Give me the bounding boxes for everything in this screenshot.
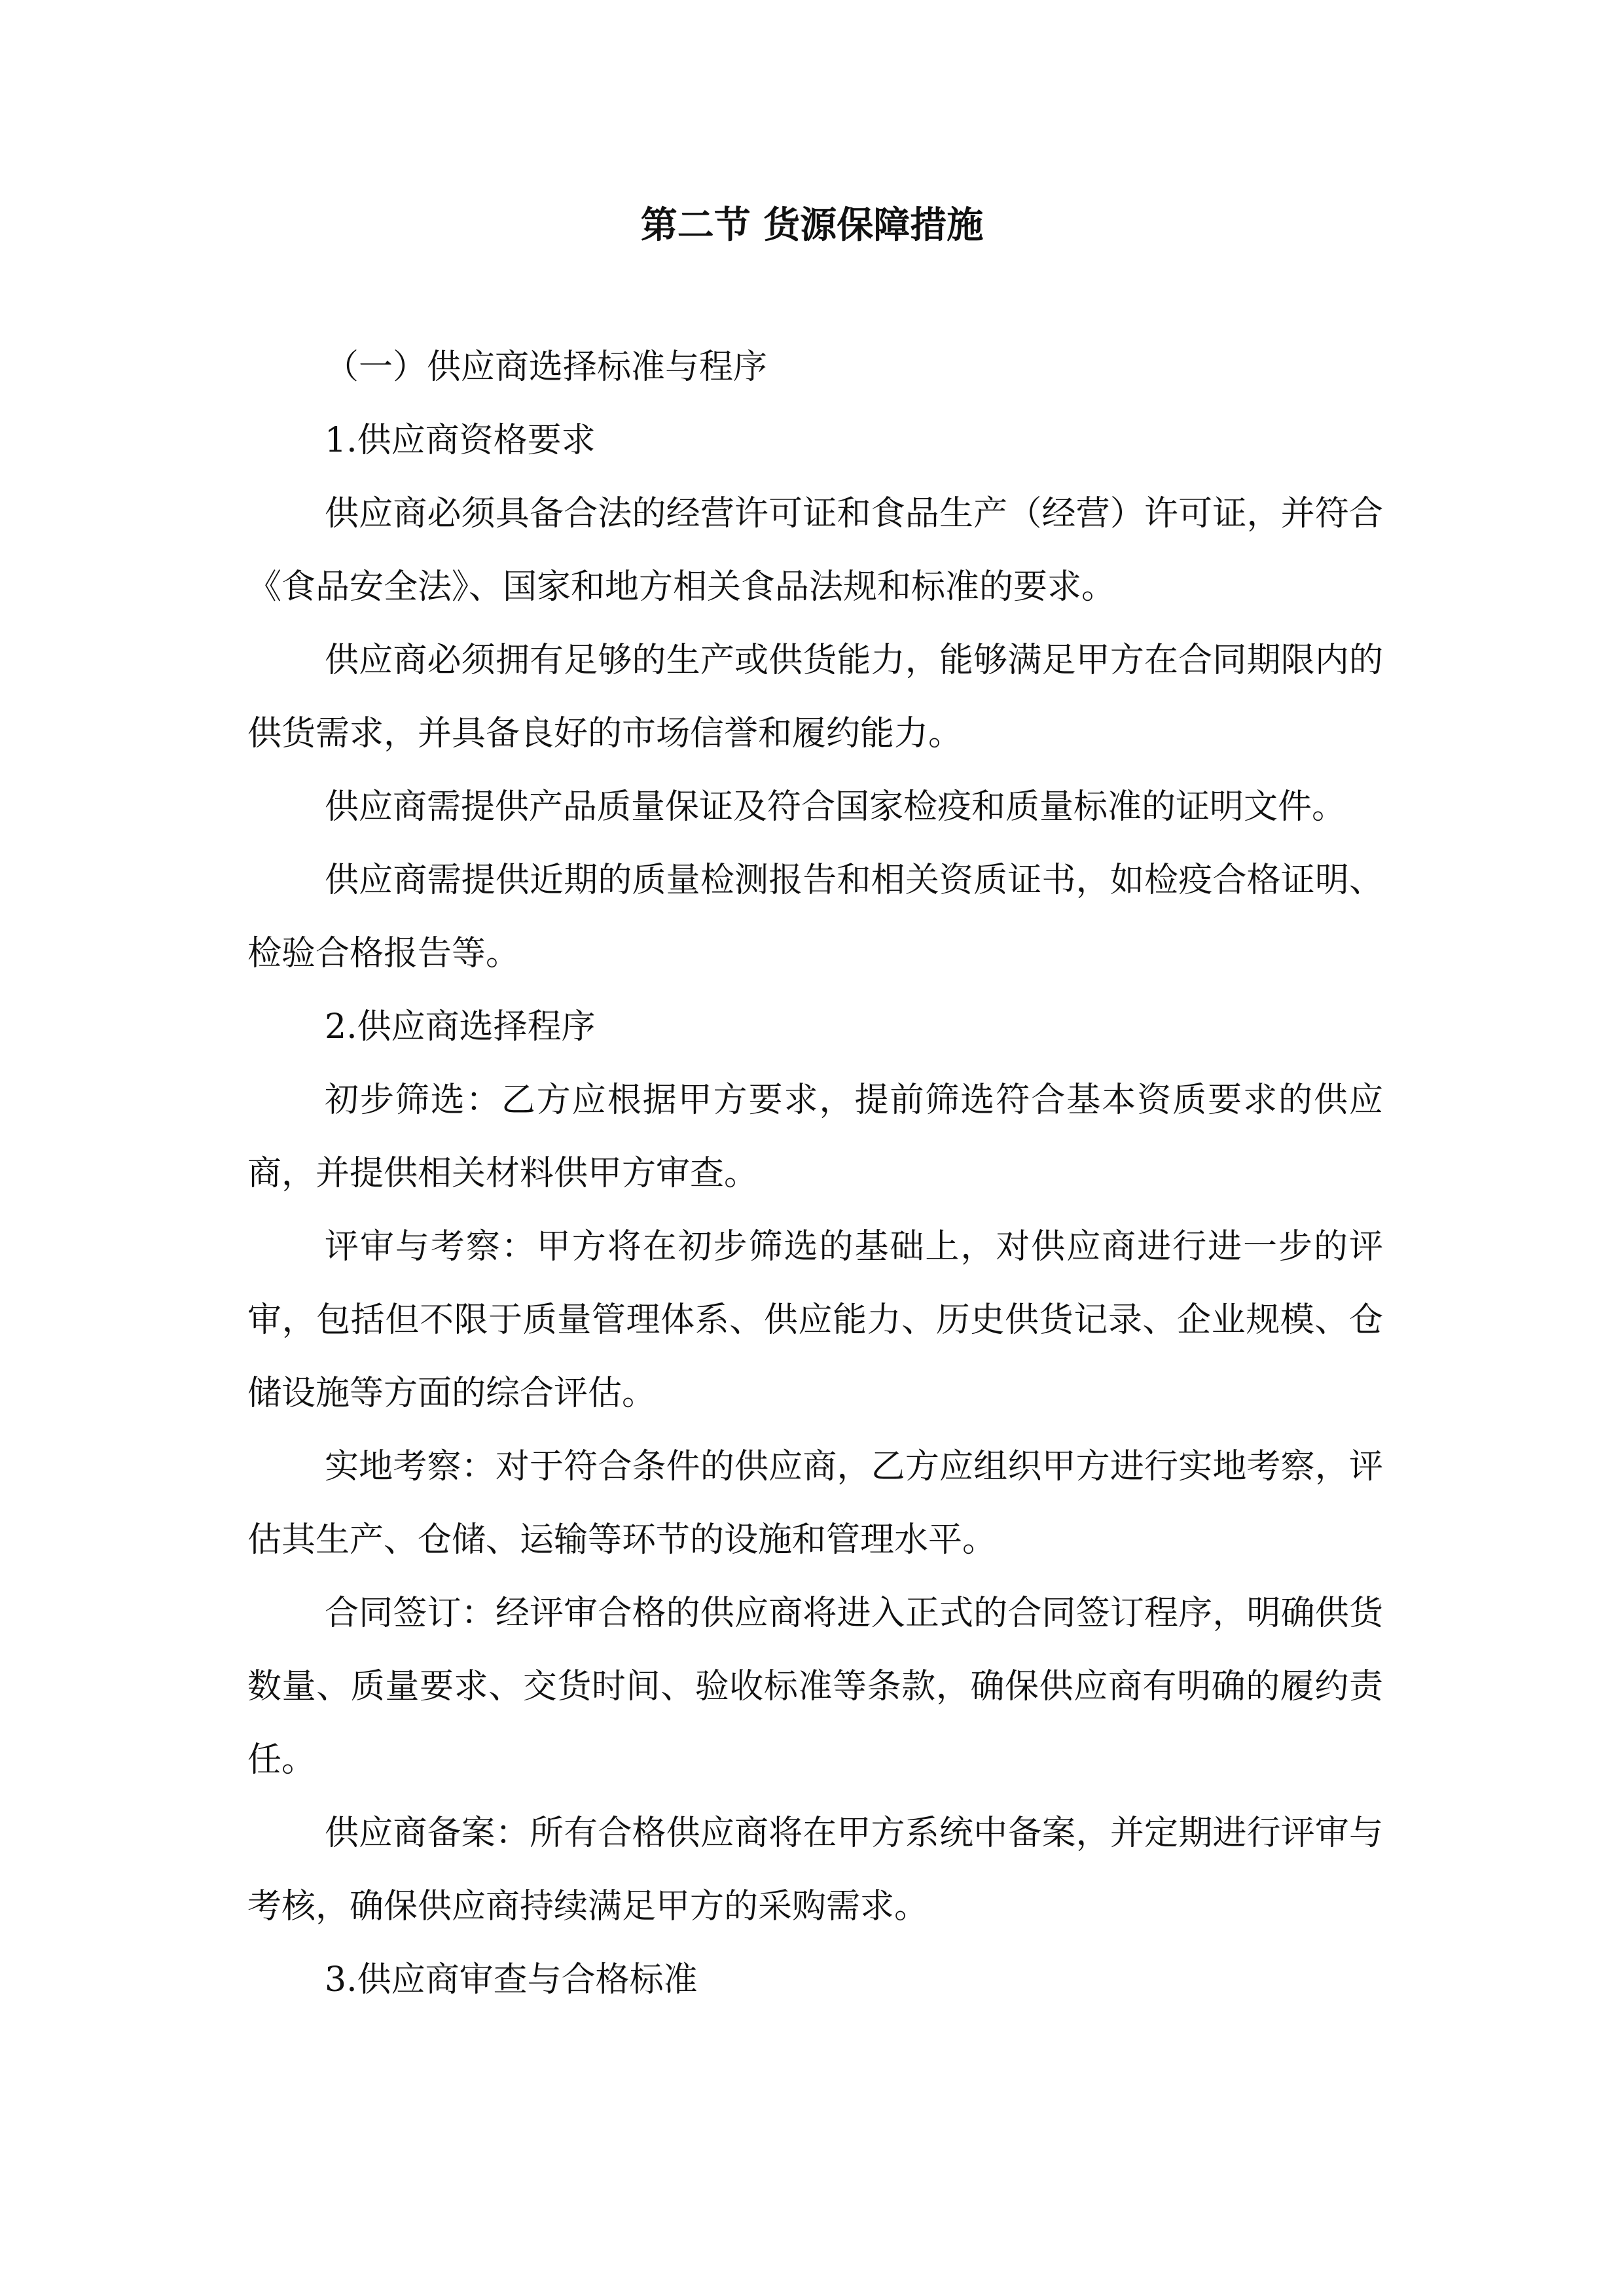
paragraph: 初步筛选：乙方应根据甲方要求，提前筛选符合基本资质要求的供应商，并提供相关材料供甲方审查。 bbox=[247, 1081, 1383, 1193]
subheading-qualification-requirements: 1.供应商资格要求 bbox=[325, 421, 596, 460]
paragraph: 实地考察：对于符合条件的供应商，乙方应组织甲方进行实地考察，评估其生产、仓储、运输等环节的设施和管理水平。 bbox=[247, 1447, 1383, 1560]
paragraph: 供应商必须拥有足够的生产或供货能力，能够满足甲方在合同期限内的供货需求，并具备良好的市场信誉和履约能力。 bbox=[247, 641, 1383, 753]
paragraph: 供应商必须具备合法的经营许可证和食品生产（经营）许可证，并符合《食品安全法》、国家和地方相关食品法规和标准的要求。 bbox=[247, 494, 1383, 607]
document-body bbox=[247, 331, 1383, 2017]
paragraph: 评审与考察：甲方将在初步筛选的基础上，对供应商进行进一步的评审，包括但不限于质量管理体系、供应能力、历史供货记录、企业规模、仓储设施等方面的综合评估。 bbox=[247, 1227, 1383, 1413]
section-heading-supplier-selection: （一）供应商选择标准与程序 bbox=[325, 348, 768, 387]
page-title: 第二节 货源保障措施 bbox=[640, 204, 984, 247]
paragraph: 合同签订：经评审合格的供应商将进入正式的合同签订程序，明确供货数量、质量要求、交货时间、验收标准等条款，确保供应商有明确的履约责任。 bbox=[247, 1594, 1383, 1780]
paragraph: 供应商备案：所有合格供应商将在甲方系统中备案，并定期进行评审与考核，确保供应商持续满足甲方的采购需求。 bbox=[247, 1814, 1383, 1926]
subheading-selection-procedure: 2.供应商选择程序 bbox=[325, 1007, 596, 1047]
paragraph: 供应商需提供产品质量保证及符合国家检疫和质量标准的证明文件。 bbox=[325, 787, 1346, 827]
subheading-review-standards: 3.供应商审查与合格标准 bbox=[325, 1960, 698, 2000]
paragraph: 供应商需提供近期的质量检测报告和相关资质证书，如检疫合格证明、检验合格报告等。 bbox=[247, 861, 1383, 973]
